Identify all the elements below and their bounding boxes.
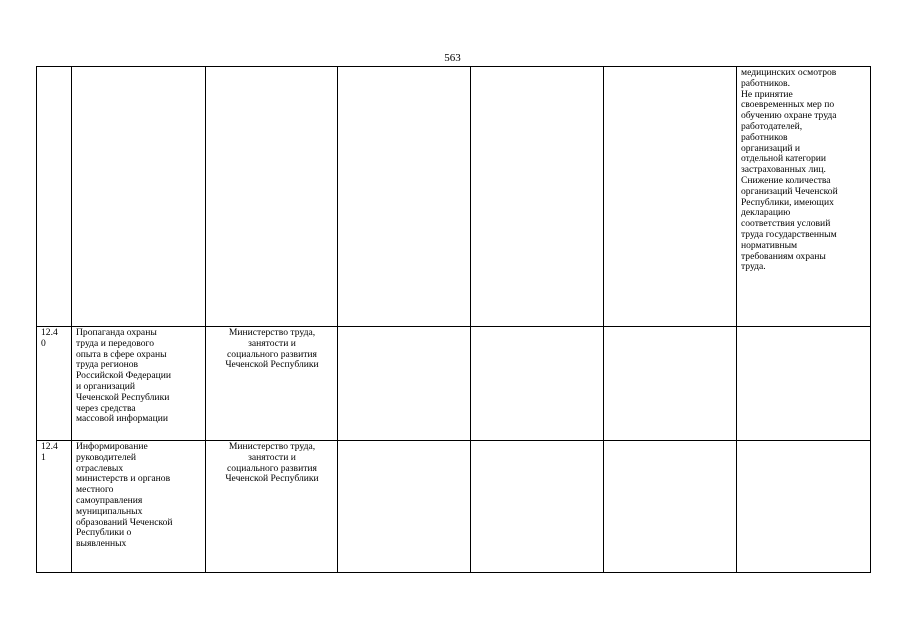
measure-name-line: и организаций	[76, 380, 136, 392]
measure-name-line: массовой информации	[76, 413, 168, 425]
empty-cell	[338, 441, 471, 573]
table-row	[37, 441, 871, 573]
result-line: организаций и	[741, 142, 801, 154]
result-line: Снижение количества	[741, 174, 831, 186]
number-cell	[37, 67, 72, 327]
measure-name-line: выявленных	[76, 538, 127, 550]
measure-name-cell	[72, 67, 206, 327]
measure-name-line: местного	[76, 484, 114, 496]
executor-line: социального развития	[227, 462, 317, 474]
executor-cell	[206, 441, 338, 573]
number-line: 0	[41, 337, 46, 349]
measure-name-line: Российской Федерации	[76, 370, 171, 382]
table-row	[37, 327, 871, 441]
number-line: 12.4	[41, 327, 58, 338]
result-line: декларацию	[741, 207, 791, 219]
measure-name-line: через средства	[76, 402, 136, 414]
empty-cell	[604, 67, 737, 327]
measure-name-line: Информирование	[76, 441, 148, 452]
result-line: работников	[741, 131, 788, 143]
result-line: работодателей,	[741, 120, 803, 132]
measure-name-line: министерств и органов	[76, 473, 171, 485]
executor-line: социального развития	[227, 348, 317, 360]
empty-cell	[471, 441, 604, 573]
measure-name-cell	[72, 327, 206, 441]
empty-cell	[338, 67, 471, 327]
executor-line: Чеченской Республики	[225, 359, 319, 371]
measure-name-line: труда и передового	[76, 337, 154, 349]
number-cell	[37, 441, 72, 573]
number-cell	[37, 327, 72, 441]
measure-name-line: Пропаганда охраны	[76, 327, 157, 338]
result-cell	[737, 67, 871, 327]
measure-name-cell	[72, 441, 206, 573]
measure-name-line: Чеченской Республики	[76, 391, 170, 403]
result-line: отдельной категории	[741, 153, 827, 165]
result-line: соответствия условий	[741, 218, 831, 230]
result-cell	[737, 327, 871, 441]
measure-name-line: муниципальных	[76, 505, 143, 517]
measure-name-line: руководителей	[76, 451, 137, 463]
result-line: Не принятие	[741, 88, 793, 100]
result-line: требованиям охраны	[741, 250, 826, 262]
measures-table	[36, 66, 871, 573]
executor-line: Чеченской Республики	[225, 473, 319, 485]
measure-name-line: Республики о	[76, 527, 132, 539]
executor-line: занятости и	[248, 451, 296, 463]
empty-cell	[604, 441, 737, 573]
measure-name-line: образований Чеченской	[76, 516, 173, 528]
page-number: 563	[444, 52, 461, 64]
executor-line: Министерство труда,	[228, 441, 316, 452]
result-line: организаций Чеченской	[741, 185, 838, 197]
result-line: труда.	[741, 261, 766, 273]
empty-cell	[471, 67, 604, 327]
executor-line: занятости и	[248, 337, 296, 349]
result-line: труда государственным	[741, 228, 837, 240]
number-line: 12.4	[41, 441, 58, 452]
result-line: своевременных мер по	[741, 99, 835, 111]
executor-line: Министерство труда,	[228, 327, 316, 338]
result-line: застрахованных лиц.	[741, 164, 826, 176]
measure-name-line: самоуправления	[76, 494, 143, 506]
result-line: обучению охране труда	[741, 110, 837, 122]
measure-name-line: труда регионов	[76, 359, 139, 371]
empty-cell	[471, 327, 604, 441]
result-line: работников.	[741, 77, 790, 89]
result-line: нормативным	[741, 239, 798, 251]
measure-name-line: отраслевых	[76, 462, 124, 474]
result-line: медицинских осмотров	[741, 67, 837, 78]
result-cell	[737, 441, 871, 573]
result-line: Республики, имеющих	[741, 196, 834, 208]
table-row	[37, 67, 871, 327]
measure-name-line: опыта в сфере охраны	[76, 348, 167, 360]
empty-cell	[338, 327, 471, 441]
executor-cell	[206, 327, 338, 441]
number-line: 1	[41, 451, 46, 463]
executor-cell	[206, 67, 338, 327]
empty-cell	[604, 327, 737, 441]
